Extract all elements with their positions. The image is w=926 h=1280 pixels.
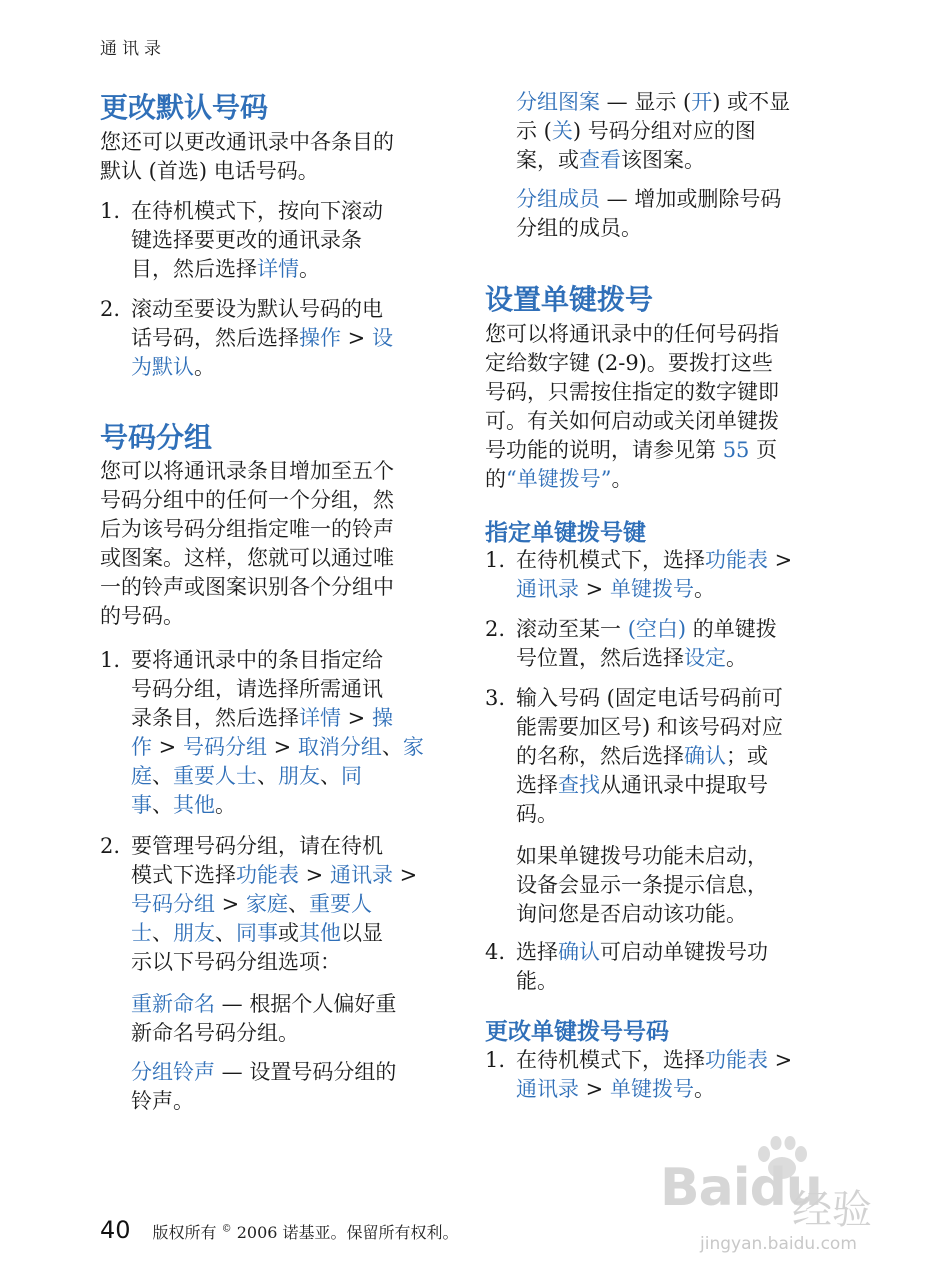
- section-intro-caller-groups: [100, 457, 445, 631]
- text: 。: [299, 257, 320, 281]
- text-line: 在待机模式下，按向下滚动: [131, 199, 383, 223]
- menu-separator: >: [341, 326, 372, 350]
- menu-separator: >: [341, 706, 372, 730]
- page-reference-link[interactable]: 55: [722, 438, 750, 462]
- text-line: 能。: [516, 969, 558, 993]
- menu-link-friends[interactable]: 朋友: [173, 921, 215, 945]
- menu-link-view[interactable]: 查看: [579, 148, 621, 172]
- menu-link-others[interactable]: 其他: [173, 793, 215, 817]
- text: 在待机模式下，选择: [516, 548, 705, 572]
- list-number: 4.: [485, 940, 506, 964]
- text: 选择: [516, 940, 558, 964]
- list-number: 1.: [485, 548, 506, 572]
- menu-link-colleagues[interactable]: 同事: [236, 921, 278, 945]
- menu-link-menu[interactable]: 功能表: [705, 1048, 768, 1072]
- text: 从通讯录中提取号: [600, 773, 768, 797]
- menu-separator: >: [299, 863, 330, 887]
- menu-link-search[interactable]: 查找: [558, 773, 600, 797]
- text: — 设置号码分组的: [215, 1060, 397, 1084]
- text-line: 询问您是否启动该功能。: [516, 902, 747, 926]
- text: 、: [215, 921, 236, 945]
- menu-link-family[interactable]: 家: [402, 735, 424, 759]
- menu-separator: >: [152, 735, 183, 759]
- text: 该图案。: [621, 148, 705, 172]
- list-number: 1.: [100, 199, 121, 223]
- text: 、: [257, 764, 278, 788]
- text-line: 要管理号码分组，请在待机: [131, 834, 383, 858]
- text-line: 键选择要更改的通讯录条: [131, 228, 362, 252]
- menu-link-family[interactable]: 家庭: [245, 892, 288, 916]
- text: Bai: [660, 1158, 750, 1218]
- text: 以显: [341, 921, 383, 945]
- page-number: 40: [100, 1216, 131, 1244]
- text: 、: [152, 764, 173, 788]
- list-number: 1.: [485, 1048, 506, 1072]
- menu-separator: >: [579, 577, 610, 601]
- copyright-symbol: ©: [221, 1223, 232, 1235]
- text-line: 滚动至要设为默认号码的电: [131, 297, 383, 321]
- text-line: 话号码，然后选择: [131, 326, 299, 350]
- list-number: 1.: [100, 648, 121, 672]
- menu-link-group-tone[interactable]: 分组铃声: [131, 1060, 215, 1084]
- menu-link-friends[interactable]: 朋友: [278, 764, 320, 788]
- text: 。: [611, 467, 633, 491]
- text: 、: [320, 764, 341, 788]
- text-line: 模式下选择: [131, 863, 236, 887]
- menu-link-details[interactable]: 详情: [257, 257, 299, 281]
- text-line: 示以下号码分组选项：: [131, 950, 341, 974]
- text: 号位置，然后选择: [516, 646, 684, 670]
- menu-link-group-logo[interactable]: 分组图案: [516, 90, 600, 114]
- menu-link-options[interactable]: 操作: [299, 326, 341, 350]
- menu-link-options[interactable]: 作: [131, 735, 152, 759]
- copyright-notice: [153, 1220, 459, 1243]
- option-group-members: [485, 185, 830, 243]
- text: 、: [381, 735, 403, 759]
- list-item: [485, 615, 830, 673]
- text-line: 设备会显示一条提示信息，: [516, 873, 768, 897]
- subsection-title-assign-key: 指定单键拨号键: [485, 520, 646, 546]
- menu-link-speed-dials[interactable]: 单键拨号: [609, 577, 694, 601]
- text-line: 分组的成员。: [516, 216, 642, 240]
- menu-link-details[interactable]: 详情: [299, 706, 341, 730]
- text: 。: [726, 646, 747, 670]
- watermark-cn: 经验: [792, 1187, 872, 1233]
- text: 的: [485, 467, 506, 491]
- menu-separator: >: [215, 892, 246, 916]
- text: — 根据个人偏好重: [215, 992, 397, 1016]
- menu-link-ok[interactable]: 确认: [684, 744, 726, 768]
- list-item: [485, 938, 830, 996]
- speed-dial-note: [485, 842, 830, 929]
- menu-link-rename[interactable]: 重新命名: [131, 992, 215, 1016]
- menu-link-caller-groups[interactable]: 号码分组: [182, 735, 267, 759]
- section-title-change-default: 更改默认号码: [100, 91, 269, 124]
- list-number: 2.: [485, 617, 506, 641]
- text: 在待机模式下，选择: [516, 1048, 705, 1072]
- text: 、: [287, 892, 309, 916]
- text: — 增加或删除号码: [600, 187, 782, 211]
- menu-link-no-group[interactable]: 取消分组: [297, 735, 382, 759]
- list-item: [485, 546, 830, 604]
- menu-separator: >: [768, 1048, 793, 1072]
- menu-link-menu[interactable]: 功能表: [705, 548, 768, 572]
- text: 、: [152, 793, 173, 817]
- text: 示 (: [516, 119, 552, 143]
- menu-link-off[interactable]: 关: [551, 119, 573, 143]
- menu-link-ok[interactable]: 确认: [558, 940, 600, 964]
- text-line: 能需要加区号) 和该号码对应: [516, 715, 783, 739]
- cross-reference-link[interactable]: “单键拨号”: [506, 467, 612, 491]
- text-line: 录条目，然后选择: [131, 706, 299, 730]
- text-line: 后为该号码分组指定唯一的铃声: [100, 517, 394, 541]
- menu-link-vip[interactable]: 重要人士: [173, 764, 257, 788]
- text-line: 您可以将通讯录中的任何号码指: [485, 322, 779, 346]
- page-footer: [100, 1216, 459, 1244]
- text: 。: [215, 793, 236, 817]
- text: 页: [749, 438, 778, 462]
- text-line: 号码分组，请选择所需通讯: [131, 677, 383, 701]
- menu-link-colleagues[interactable]: 同: [341, 764, 362, 788]
- menu-link-others[interactable]: 其他: [299, 921, 341, 945]
- text-line: 默认 (首选) 电话号码。: [100, 159, 319, 183]
- option-group-logo: [485, 88, 830, 175]
- baidu-watermark: [660, 1140, 880, 1260]
- section-title-caller-groups: 号码分组: [100, 421, 213, 454]
- text: 滚动至某一: [516, 617, 628, 641]
- list-number: 2.: [100, 834, 121, 858]
- list-item: [100, 197, 445, 284]
- text: 选择: [516, 773, 558, 797]
- text: 。: [194, 355, 215, 379]
- text: 、: [152, 921, 173, 945]
- menu-separator: >: [392, 863, 418, 887]
- menu-separator: >: [266, 735, 298, 759]
- text: 或: [278, 921, 299, 945]
- menu-link-caller-groups[interactable]: 号码分组: [131, 892, 215, 916]
- running-header: 通讯录: [100, 39, 166, 59]
- menu-link-contacts[interactable]: 通讯录: [516, 1077, 579, 1101]
- menu-link-menu[interactable]: 功能表: [236, 863, 299, 887]
- text-line: 新命名号码分组。: [131, 1021, 299, 1045]
- text-line: 输入号码 (固定电话号码前可: [516, 686, 783, 710]
- text-line: 号码分组中的任何一个分组，然: [100, 488, 394, 512]
- section-intro-speed-dial: [485, 320, 830, 494]
- text-line: 号码，只需按住指定的数字键即: [485, 380, 779, 404]
- list-number: 3.: [485, 686, 506, 710]
- text: ) 或不显: [712, 90, 791, 114]
- text: 的名称，然后选择: [516, 744, 684, 768]
- section-intro-change-default: [100, 128, 445, 186]
- menu-link-set-default[interactable]: 为默认: [131, 355, 194, 379]
- text: 。: [693, 1077, 715, 1101]
- text: du: [749, 1158, 822, 1218]
- text: ) 号码分组对应的图: [572, 119, 756, 143]
- menu-link-vip[interactable]: 士: [131, 921, 152, 945]
- list-item: [485, 684, 830, 829]
- list-item: [485, 1046, 830, 1104]
- option-rename: [100, 990, 445, 1048]
- menu-link-assign[interactable]: 设定: [684, 646, 726, 670]
- text-line: 目，然后选择: [131, 257, 257, 281]
- menu-link-vip[interactable]: 重要人: [308, 892, 372, 916]
- menu-separator: >: [768, 548, 793, 572]
- menu-link-empty[interactable]: (空白): [627, 617, 687, 641]
- text-line: 一的铃声或图案识别各个分组中: [100, 575, 394, 599]
- text-line: 或图案。这样，您就可以通过唯: [100, 546, 394, 570]
- list-number: 2.: [100, 297, 121, 321]
- option-group-tone: [100, 1058, 445, 1116]
- menu-link-colleagues[interactable]: 事: [131, 793, 152, 817]
- menu-separator: >: [579, 1077, 610, 1101]
- subsection-title-change-speed-dial: 更改单键拨号号码: [485, 1019, 669, 1045]
- list-item: [100, 832, 445, 977]
- text-line: 如果单键拨号功能未启动，: [516, 844, 768, 868]
- text-line: 您还可以更改通讯录中各条目的: [100, 130, 394, 154]
- text: 的单键拨: [686, 617, 777, 641]
- text-line: 的号码。: [100, 604, 184, 628]
- watermark-url: jingyan.baidu.com: [700, 1234, 857, 1254]
- text: — 显示 (: [600, 90, 692, 114]
- text-line: 定给数字键 (2-9)。要拨打这些: [485, 351, 773, 375]
- text: 。: [693, 577, 715, 601]
- menu-link-set-default[interactable]: 设: [371, 326, 393, 350]
- text-line: 铃声。: [131, 1089, 194, 1113]
- menu-link-speed-dials[interactable]: 单键拨号: [609, 1077, 694, 1101]
- text: 可启动单键拨号功: [600, 940, 768, 964]
- menu-link-contacts[interactable]: 通讯录: [329, 863, 393, 887]
- text: 案，或: [516, 148, 579, 172]
- list-item: [100, 646, 445, 820]
- list-item: [100, 295, 445, 382]
- menu-link-options[interactable]: 操: [371, 706, 393, 730]
- menu-link-contacts[interactable]: 通讯录: [516, 577, 579, 601]
- text: 2006 诺基亚。保留所有权利。: [231, 1223, 459, 1242]
- text: 版权所有: [152, 1223, 222, 1242]
- section-title-speed-dial: 设置单键拨号: [485, 283, 654, 316]
- text-line: 要将通讯录中的条目指定给: [131, 648, 383, 672]
- menu-link-group-members[interactable]: 分组成员: [516, 187, 600, 211]
- text: 号功能的说明，请参见第: [485, 438, 723, 462]
- text-line: 可。有关如何启动或关闭单键拨: [485, 409, 779, 433]
- text-line: 码。: [516, 802, 558, 826]
- text-line: 您可以将通讯录条目增加至五个: [100, 459, 394, 483]
- menu-link-on[interactable]: 开: [691, 90, 713, 114]
- menu-link-family[interactable]: 庭: [131, 764, 152, 788]
- text: ；或: [726, 744, 768, 768]
